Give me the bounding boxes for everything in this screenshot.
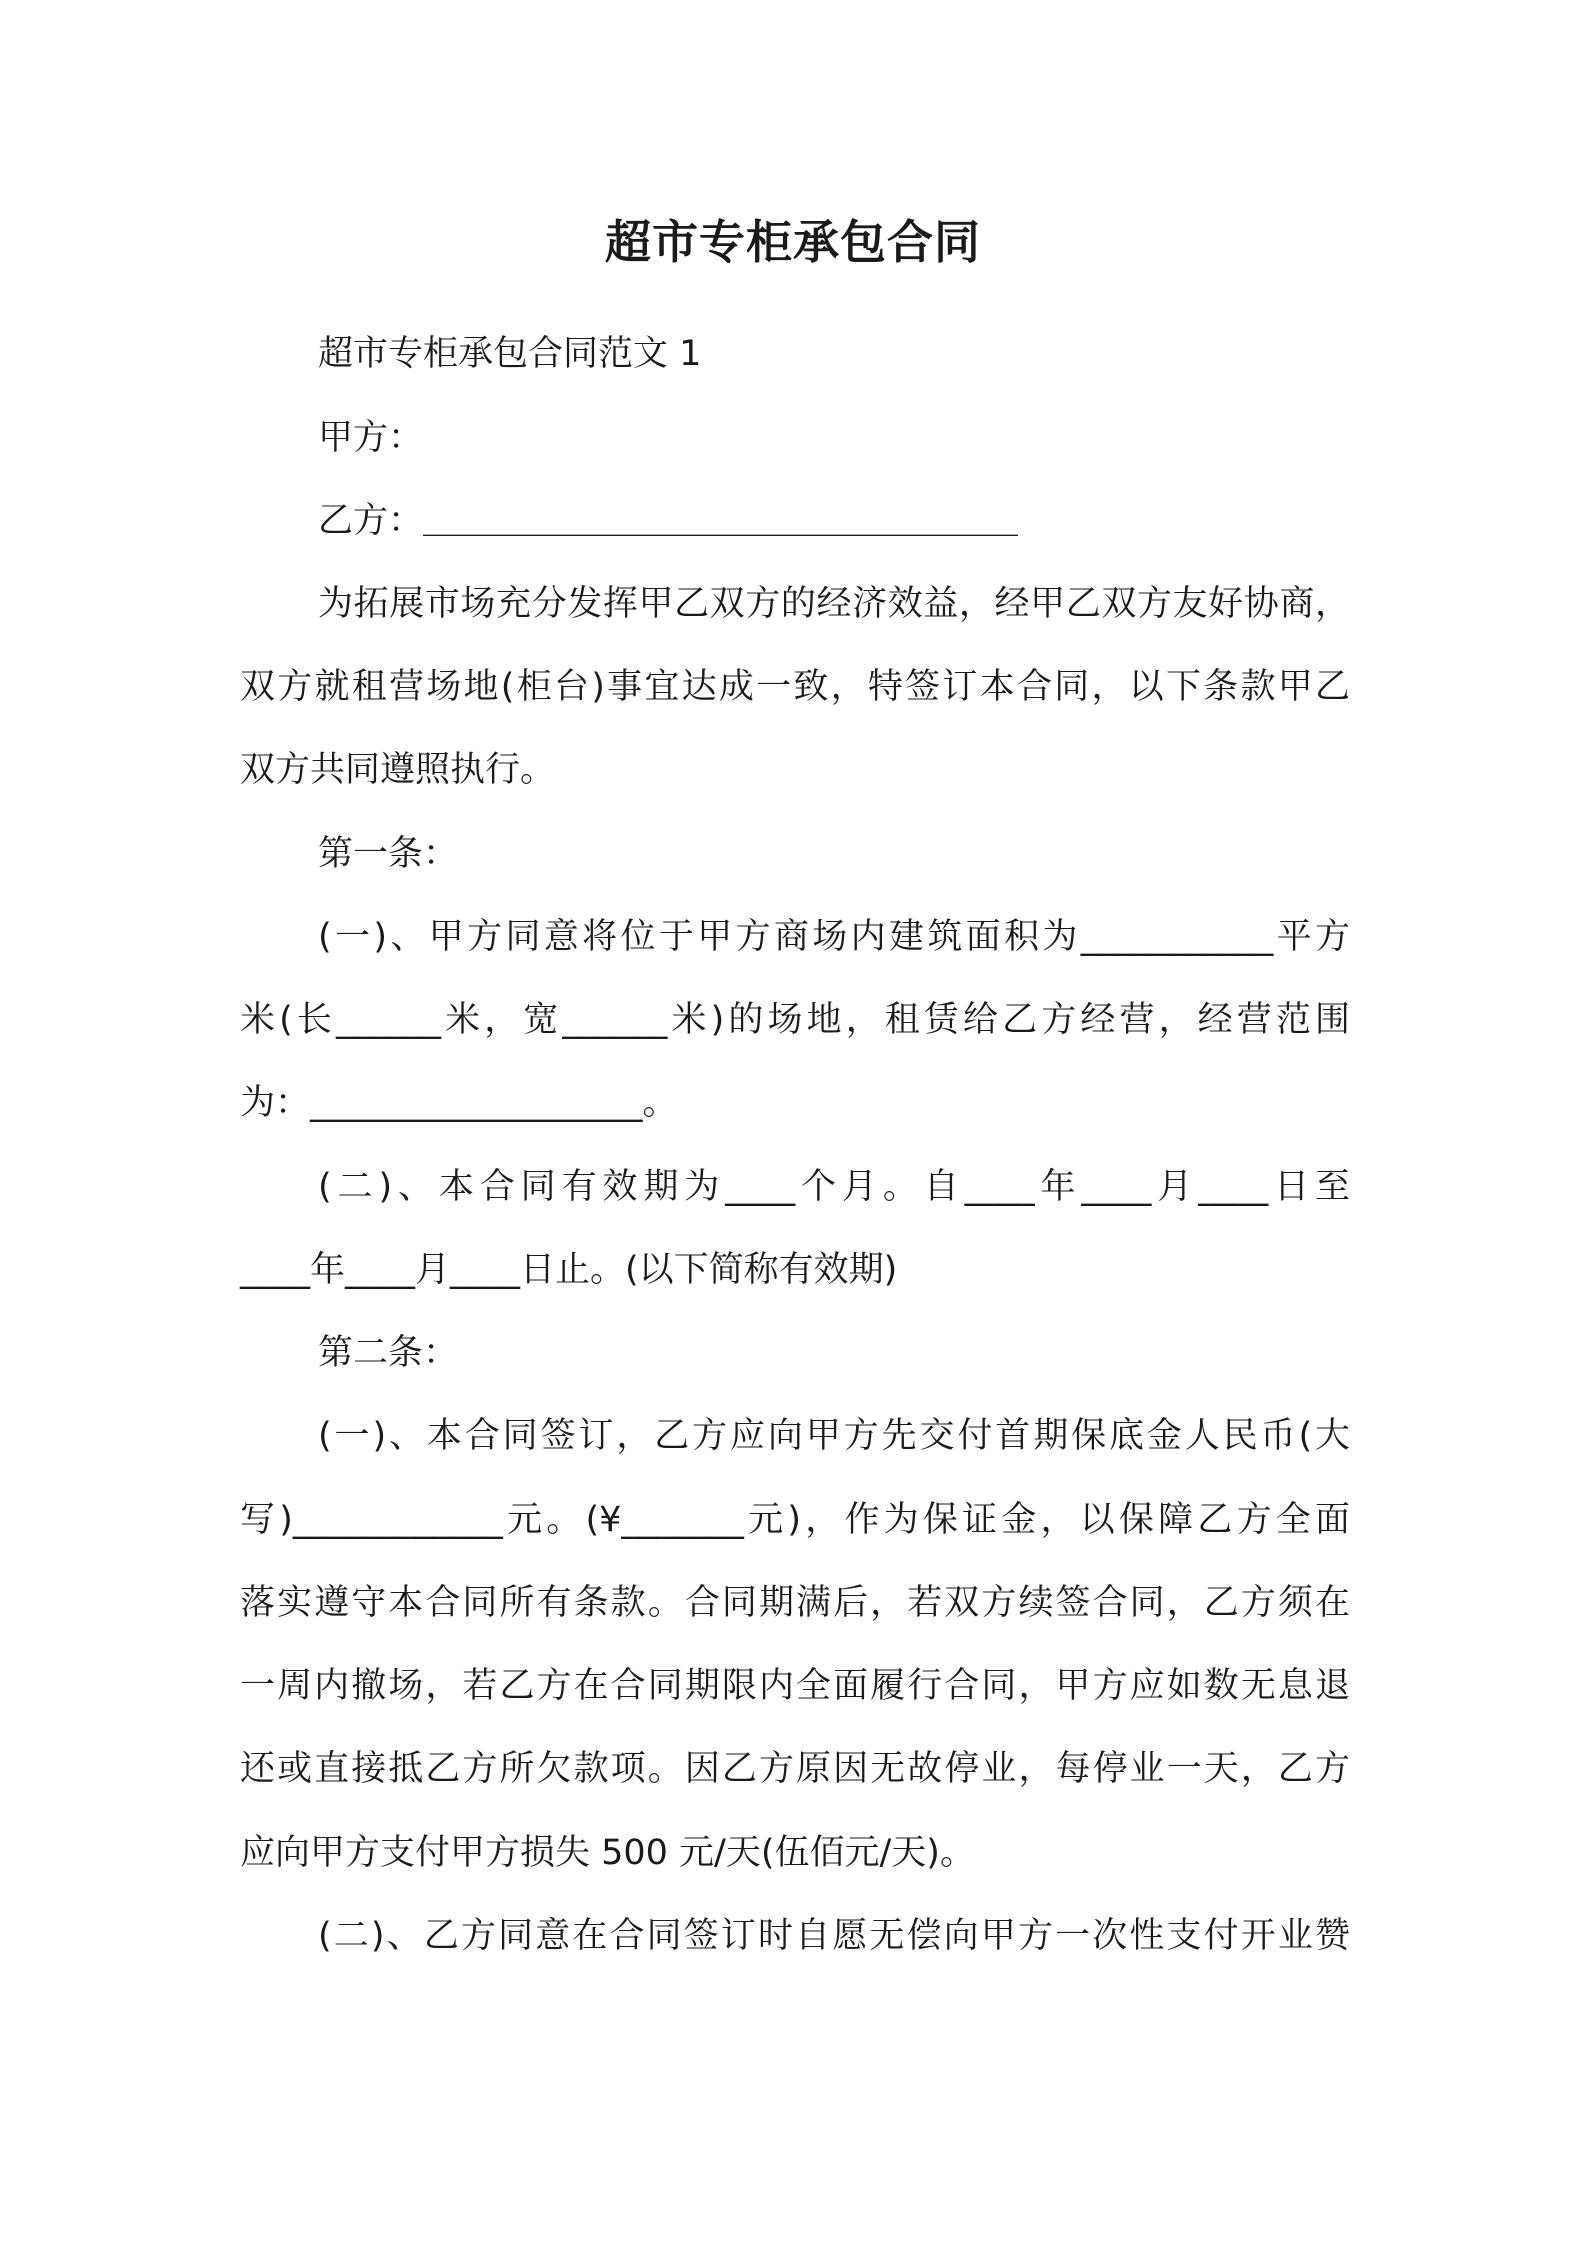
paragraph-line: (二)、乙方同意在合同签订时自愿无偿向甲方一次性支付开业赞 bbox=[318, 1916, 1350, 1956]
paragraph-line: ____年____月____日止。(以下简称有效期) bbox=[240, 1250, 898, 1290]
paragraph-line: 一周内撤场，若乙方在合同期限内全面履行合同，甲方应如数无息退 bbox=[240, 1666, 1350, 1706]
paragraph-line: (一)、本合同签订，乙方应向甲方先交付首期保底金人民币(大 bbox=[318, 1416, 1350, 1456]
paragraph-line: 应向甲方支付甲方损失 500 元/天(伍佰元/天)。 bbox=[240, 1833, 975, 1873]
paragraph-line: 双方就租营场地(柜台)事宜达成一致，特签订本合同，以下条款甲乙 bbox=[240, 667, 1350, 707]
article-heading: 第二条： bbox=[318, 1333, 459, 1373]
paragraph-line: 还或直接抵乙方所欠款项。因乙方原因无故停业，每停业一天，乙方 bbox=[240, 1749, 1350, 1789]
paragraph-line: 为拓展市场充分发挥甲乙双方的经济效益，经甲乙双方友好协商， bbox=[318, 584, 1350, 624]
party-a-line: 甲方： bbox=[318, 418, 424, 458]
paragraph-line: 写)____________元。(¥_______元)，作为保证金，以保障乙方全面 bbox=[240, 1500, 1350, 1540]
paragraph-line: (一)、甲方同意将位于甲方商场内建筑面积为___________平方 bbox=[318, 917, 1350, 957]
article-heading: 第一条： bbox=[318, 834, 459, 874]
section-heading: 超市专柜承包合同范文 1 bbox=[318, 334, 702, 374]
paragraph-line: 为：___________________。 bbox=[240, 1083, 678, 1123]
paragraph-line: 米(长______米，宽______米)的场地，租赁给乙方经营，经营范围 bbox=[240, 1000, 1350, 1040]
paragraph-line: (二)、本合同有效期为____个月。自____年____月____日至 bbox=[318, 1167, 1350, 1207]
paragraph-line: 双方共同遵照执行。 bbox=[240, 750, 556, 790]
party-b-line: 乙方：＿＿＿＿＿＿＿＿＿＿＿＿＿＿＿＿＿ bbox=[318, 501, 1019, 541]
document-title: 超市专柜承包合同 bbox=[605, 215, 981, 269]
paragraph-line: 落实遵守本合同所有条款。合同期满后，若双方续签合同，乙方须在 bbox=[240, 1583, 1350, 1623]
